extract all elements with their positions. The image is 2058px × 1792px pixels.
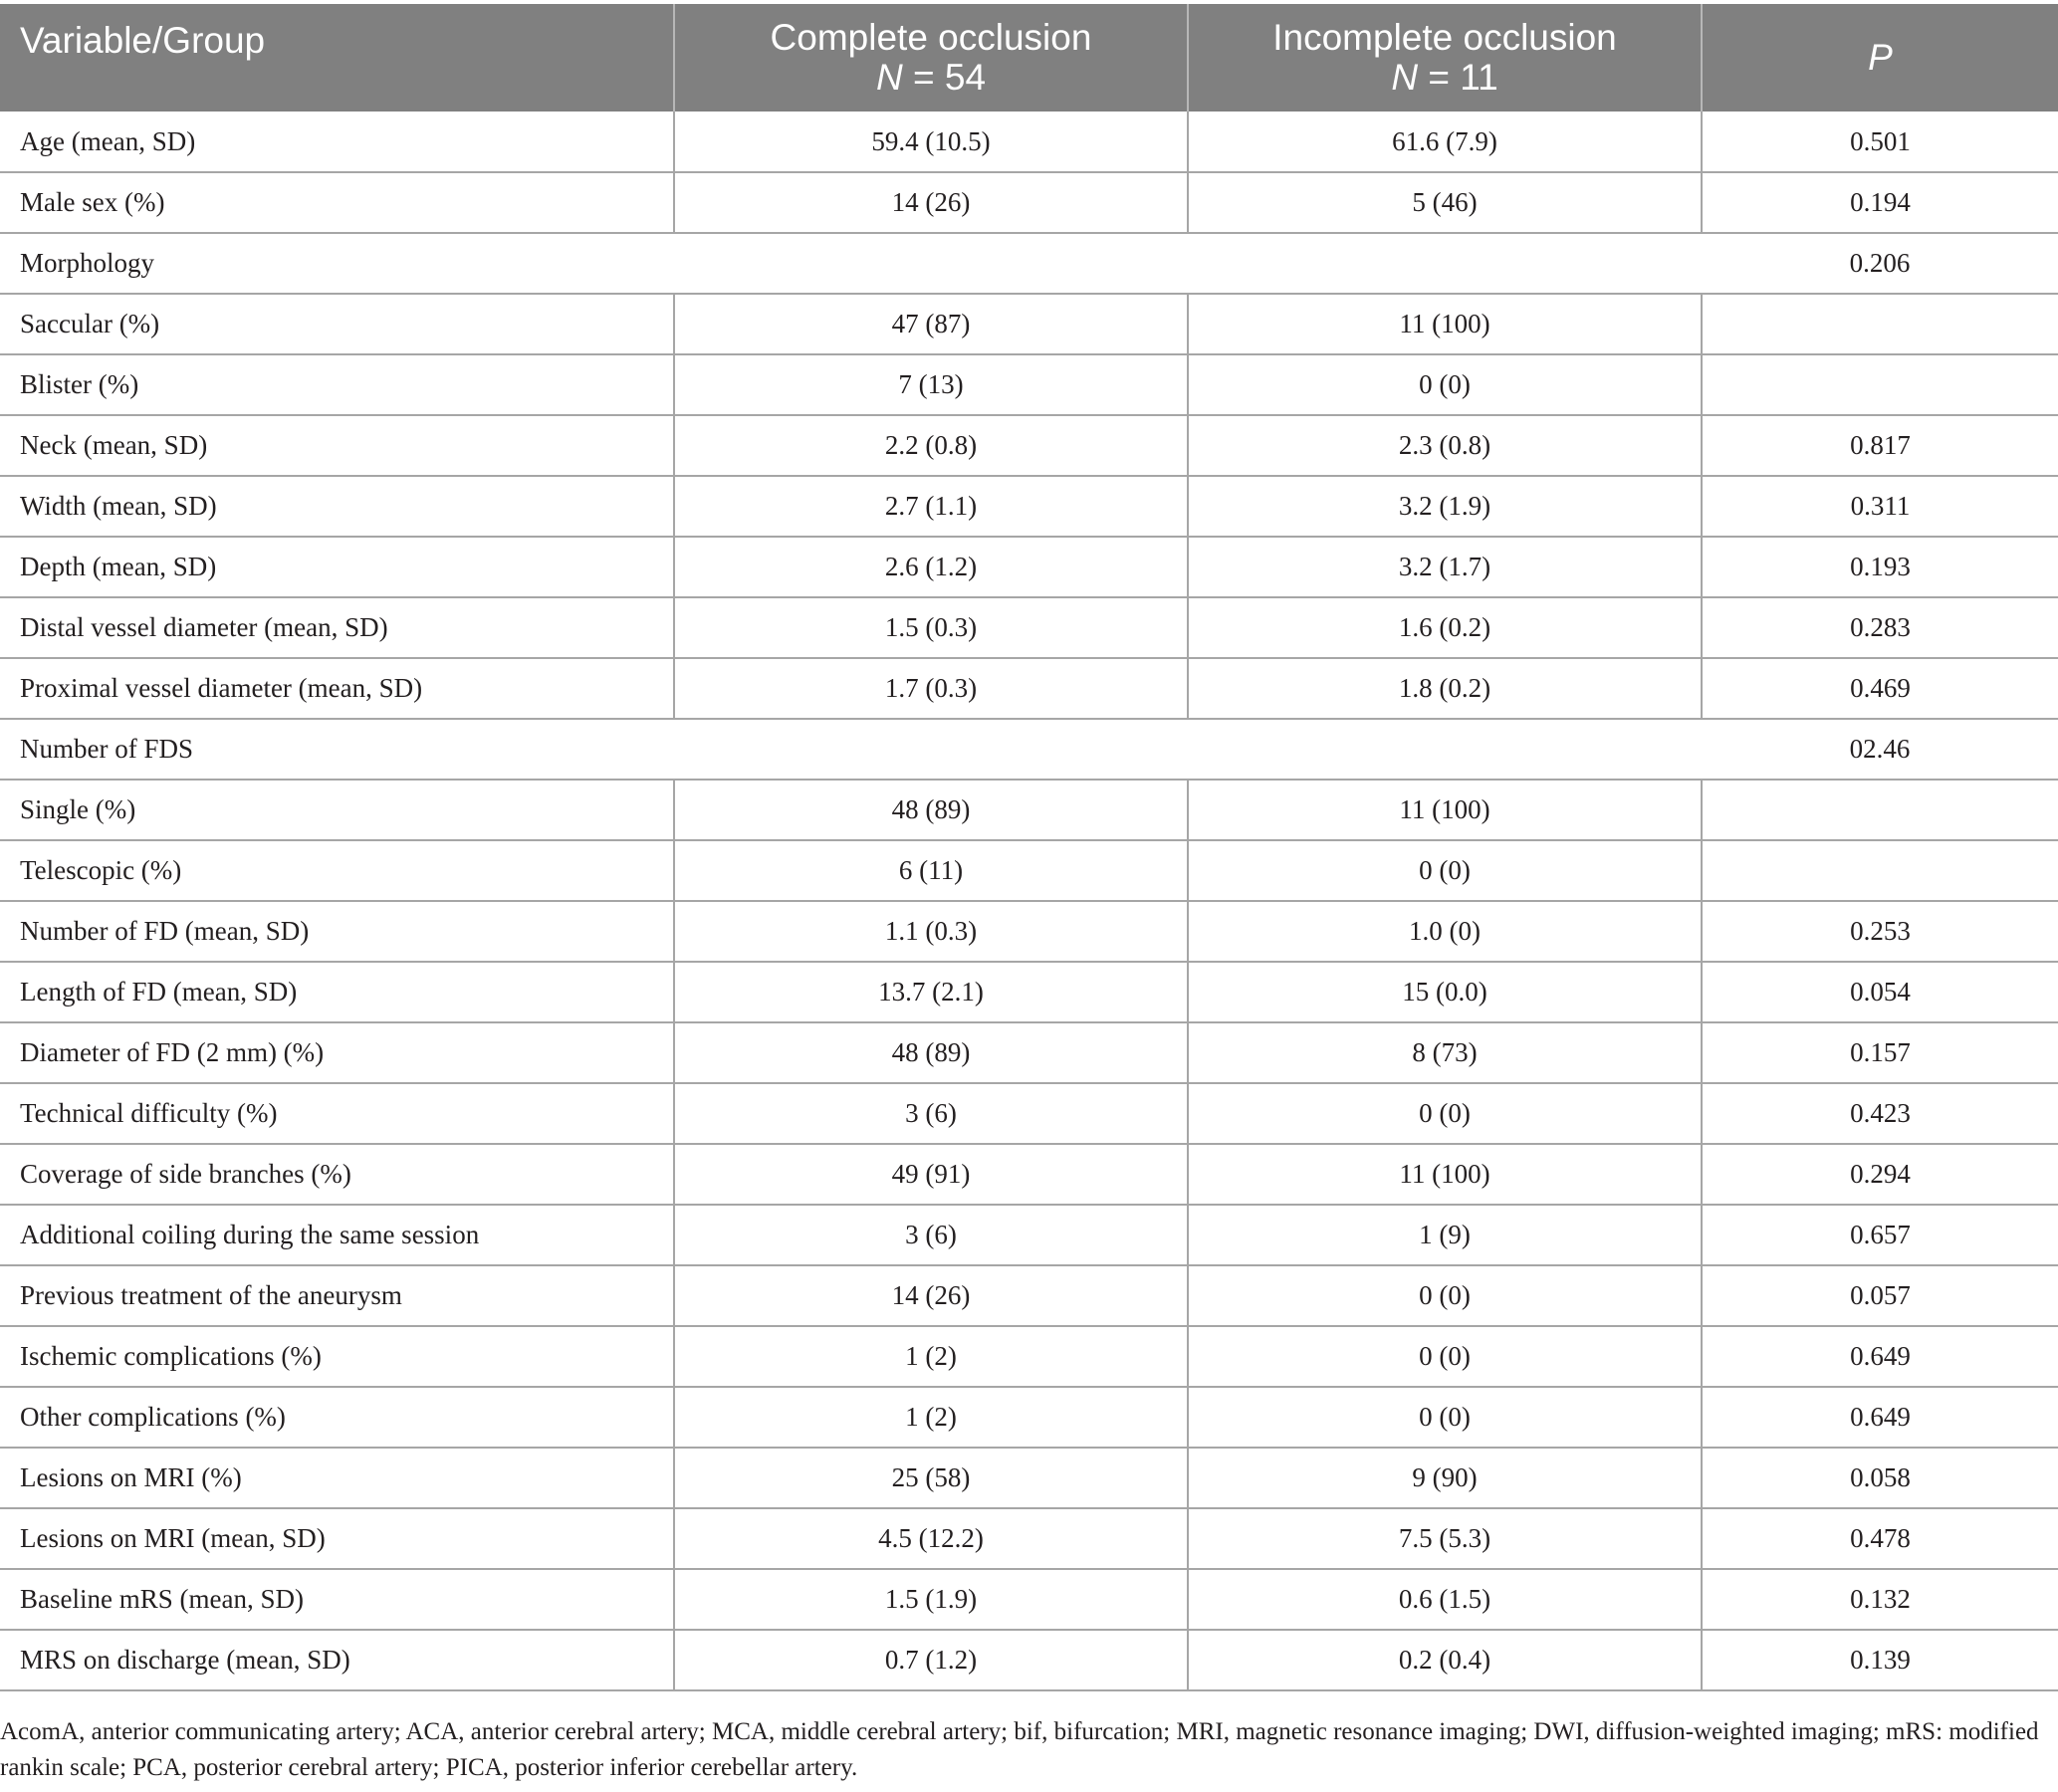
row-incomplete-value: 1 (9) [1188, 1205, 1702, 1265]
table-row [0, 1448, 2058, 1508]
header-incomplete-n-symbol: N [1391, 57, 1419, 98]
row-variable-label: Neck (mean, SD) [0, 415, 674, 476]
row-incomplete-value: 61.6 (7.9) [1188, 112, 1702, 172]
results-table-container [0, 4, 2058, 1691]
row-incomplete-value: 0 (0) [1188, 354, 1702, 415]
row-incomplete-value: 3.2 (1.7) [1188, 537, 1702, 597]
row-complete-value: 3 (6) [674, 1083, 1188, 1144]
table-row [0, 901, 2058, 962]
header-incomplete-n [1209, 58, 1681, 98]
header-p-label: P [1868, 37, 1893, 78]
row-p-value: 0.478 [1702, 1508, 2058, 1569]
row-complete-value: 49 (91) [674, 1144, 1188, 1205]
row-incomplete-value: 0.2 (0.4) [1188, 1630, 1702, 1690]
header-row [0, 4, 2058, 112]
row-variable-label: MRS on discharge (mean, SD) [0, 1630, 674, 1690]
row-p-value [1702, 840, 2058, 901]
row-variable-label: Blister (%) [0, 354, 674, 415]
table-row [0, 1508, 2058, 1569]
row-variable-label: Lesions on MRI (%) [0, 1448, 674, 1508]
table-header [0, 4, 2058, 112]
row-p-value: 0.283 [1702, 597, 2058, 658]
row-incomplete-value: 11 (100) [1188, 1144, 1702, 1205]
header-variable-group: Variable/Group [0, 4, 674, 112]
row-complete-value: 1.1 (0.3) [674, 901, 1188, 962]
row-p-value: 0.054 [1702, 962, 2058, 1022]
table-row [0, 172, 2058, 233]
row-group-label: Number of FDS [0, 719, 1702, 780]
row-variable-label: Previous treatment of the aneurysm [0, 1265, 674, 1326]
row-p-value: 0.649 [1702, 1387, 2058, 1448]
header-complete-n-value: = 54 [902, 57, 987, 98]
row-variable-label: Number of FD (mean, SD) [0, 901, 674, 962]
table-row [0, 1022, 2058, 1083]
table-row [0, 1569, 2058, 1630]
header-incomplete-n-value: = 11 [1418, 57, 1498, 98]
row-p-value: 0.057 [1702, 1265, 2058, 1326]
table-row [0, 1630, 2058, 1690]
row-variable-label: Depth (mean, SD) [0, 537, 674, 597]
row-incomplete-value: 11 (100) [1188, 780, 1702, 840]
table-row [0, 780, 2058, 840]
row-complete-value: 4.5 (12.2) [674, 1508, 1188, 1569]
row-p-value: 0.193 [1702, 537, 2058, 597]
row-p-value [1702, 780, 2058, 840]
row-variable-label: Distal vessel diameter (mean, SD) [0, 597, 674, 658]
row-p-value: 0.132 [1702, 1569, 2058, 1630]
table-row [0, 840, 2058, 901]
row-complete-value: 14 (26) [674, 1265, 1188, 1326]
row-incomplete-value: 0 (0) [1188, 1387, 1702, 1448]
row-p-value: 0.194 [1702, 172, 2058, 233]
header-complete-label: Complete occlusion [770, 17, 1092, 58]
row-incomplete-value: 0 (0) [1188, 1265, 1702, 1326]
table-row [0, 658, 2058, 719]
table-row [0, 1205, 2058, 1265]
row-incomplete-value: 0 (0) [1188, 1083, 1702, 1144]
row-incomplete-value: 11 (100) [1188, 294, 1702, 354]
row-p-value: 0.501 [1702, 112, 2058, 172]
row-incomplete-value: 0 (0) [1188, 1326, 1702, 1387]
table-row [0, 962, 2058, 1022]
row-p-value: 0.469 [1702, 658, 2058, 719]
row-incomplete-value: 1.6 (0.2) [1188, 597, 1702, 658]
row-complete-value: 48 (89) [674, 1022, 1188, 1083]
row-complete-value: 47 (87) [674, 294, 1188, 354]
row-complete-value: 1 (2) [674, 1326, 1188, 1387]
row-p-value [1702, 354, 2058, 415]
row-variable-label: Age (mean, SD) [0, 112, 674, 172]
row-complete-value: 2.2 (0.8) [674, 415, 1188, 476]
row-p-value: 0.058 [1702, 1448, 2058, 1508]
row-p-value: 0.206 [1702, 233, 2058, 294]
row-complete-value: 25 (58) [674, 1448, 1188, 1508]
row-p-value [1702, 294, 2058, 354]
row-variable-label: Baseline mRS (mean, SD) [0, 1569, 674, 1630]
row-complete-value: 3 (6) [674, 1205, 1188, 1265]
row-p-value: 0.649 [1702, 1326, 2058, 1387]
table-row [0, 476, 2058, 537]
row-variable-label: Single (%) [0, 780, 674, 840]
row-variable-label: Coverage of side branches (%) [0, 1144, 674, 1205]
row-variable-label: Ischemic complications (%) [0, 1326, 674, 1387]
table-row [0, 597, 2058, 658]
row-incomplete-value: 5 (46) [1188, 172, 1702, 233]
header-complete-n [695, 58, 1167, 98]
row-variable-label: Proximal vessel diameter (mean, SD) [0, 658, 674, 719]
header-complete-n-symbol: N [875, 57, 903, 98]
row-group-label: Morphology [0, 233, 1702, 294]
row-variable-label: Width (mean, SD) [0, 476, 674, 537]
table-row [0, 1387, 2058, 1448]
row-p-value: 0.139 [1702, 1630, 2058, 1690]
table-row [0, 1326, 2058, 1387]
row-variable-label: Additional coiling during the same session [0, 1205, 674, 1265]
row-p-value: 0.253 [1702, 901, 2058, 962]
row-incomplete-value: 15 (0.0) [1188, 962, 1702, 1022]
table-row [0, 1265, 2058, 1326]
row-variable-label: Diameter of FD (2 mm) (%) [0, 1022, 674, 1083]
row-variable-label: Telescopic (%) [0, 840, 674, 901]
row-p-value: 0.657 [1702, 1205, 2058, 1265]
table-row [0, 1144, 2058, 1205]
table-row [0, 233, 2058, 294]
table-body [0, 112, 2058, 1690]
row-variable-label: Length of FD (mean, SD) [0, 962, 674, 1022]
row-p-value: 0.817 [1702, 415, 2058, 476]
table-footnote: AcomA, anterior communicating artery; ACA, anterior cerebral artery; MCA, middle cerebral artery; bif, bifurcation; MRI, magnetic resonance imaging; DWI, diffusion-weighted imaging; mRS: modified rankin scale; PCA, posterior cerebral artery; PICA, posterior inferior cerebellar artery. [0, 1718, 2039, 1781]
header-p-value [1702, 4, 2058, 112]
row-incomplete-value: 8 (73) [1188, 1022, 1702, 1083]
row-complete-value: 1.5 (1.9) [674, 1569, 1188, 1630]
row-incomplete-value: 2.3 (0.8) [1188, 415, 1702, 476]
table-row [0, 354, 2058, 415]
table-row [0, 415, 2058, 476]
row-variable-label: Saccular (%) [0, 294, 674, 354]
row-incomplete-value: 9 (90) [1188, 1448, 1702, 1508]
row-complete-value: 14 (26) [674, 172, 1188, 233]
row-complete-value: 0.7 (1.2) [674, 1630, 1188, 1690]
header-incomplete-label: Incomplete occlusion [1272, 17, 1617, 58]
row-p-value: 0.311 [1702, 476, 2058, 537]
table-row [0, 719, 2058, 780]
row-complete-value: 1.5 (0.3) [674, 597, 1188, 658]
table-row [0, 294, 2058, 354]
row-incomplete-value: 7.5 (5.3) [1188, 1508, 1702, 1569]
row-complete-value: 1.7 (0.3) [674, 658, 1188, 719]
row-incomplete-value: 1.8 (0.2) [1188, 658, 1702, 719]
row-complete-value: 59.4 (10.5) [674, 112, 1188, 172]
row-incomplete-value: 1.0 (0) [1188, 901, 1702, 962]
row-incomplete-value: 3.2 (1.9) [1188, 476, 1702, 537]
row-variable-label: Lesions on MRI (mean, SD) [0, 1508, 674, 1569]
table-row [0, 1083, 2058, 1144]
row-complete-value: 2.6 (1.2) [674, 537, 1188, 597]
row-complete-value: 13.7 (2.1) [674, 962, 1188, 1022]
row-complete-value: 48 (89) [674, 780, 1188, 840]
table-row [0, 112, 2058, 172]
row-variable-label: Male sex (%) [0, 172, 674, 233]
row-incomplete-value: 0.6 (1.5) [1188, 1569, 1702, 1630]
row-p-value: 0.423 [1702, 1083, 2058, 1144]
row-complete-value: 2.7 (1.1) [674, 476, 1188, 537]
row-incomplete-value: 0 (0) [1188, 840, 1702, 901]
row-complete-value: 1 (2) [674, 1387, 1188, 1448]
row-variable-label: Technical difficulty (%) [0, 1083, 674, 1144]
row-variable-label: Other complications (%) [0, 1387, 674, 1448]
row-p-value: 02.46 [1702, 719, 2058, 780]
row-p-value: 0.157 [1702, 1022, 2058, 1083]
header-complete-occlusion [674, 4, 1188, 112]
results-table [0, 4, 2058, 1691]
row-p-value: 0.294 [1702, 1144, 2058, 1205]
table-row [0, 537, 2058, 597]
row-complete-value: 7 (13) [674, 354, 1188, 415]
header-incomplete-occlusion [1188, 4, 1702, 112]
row-complete-value: 6 (11) [674, 840, 1188, 901]
